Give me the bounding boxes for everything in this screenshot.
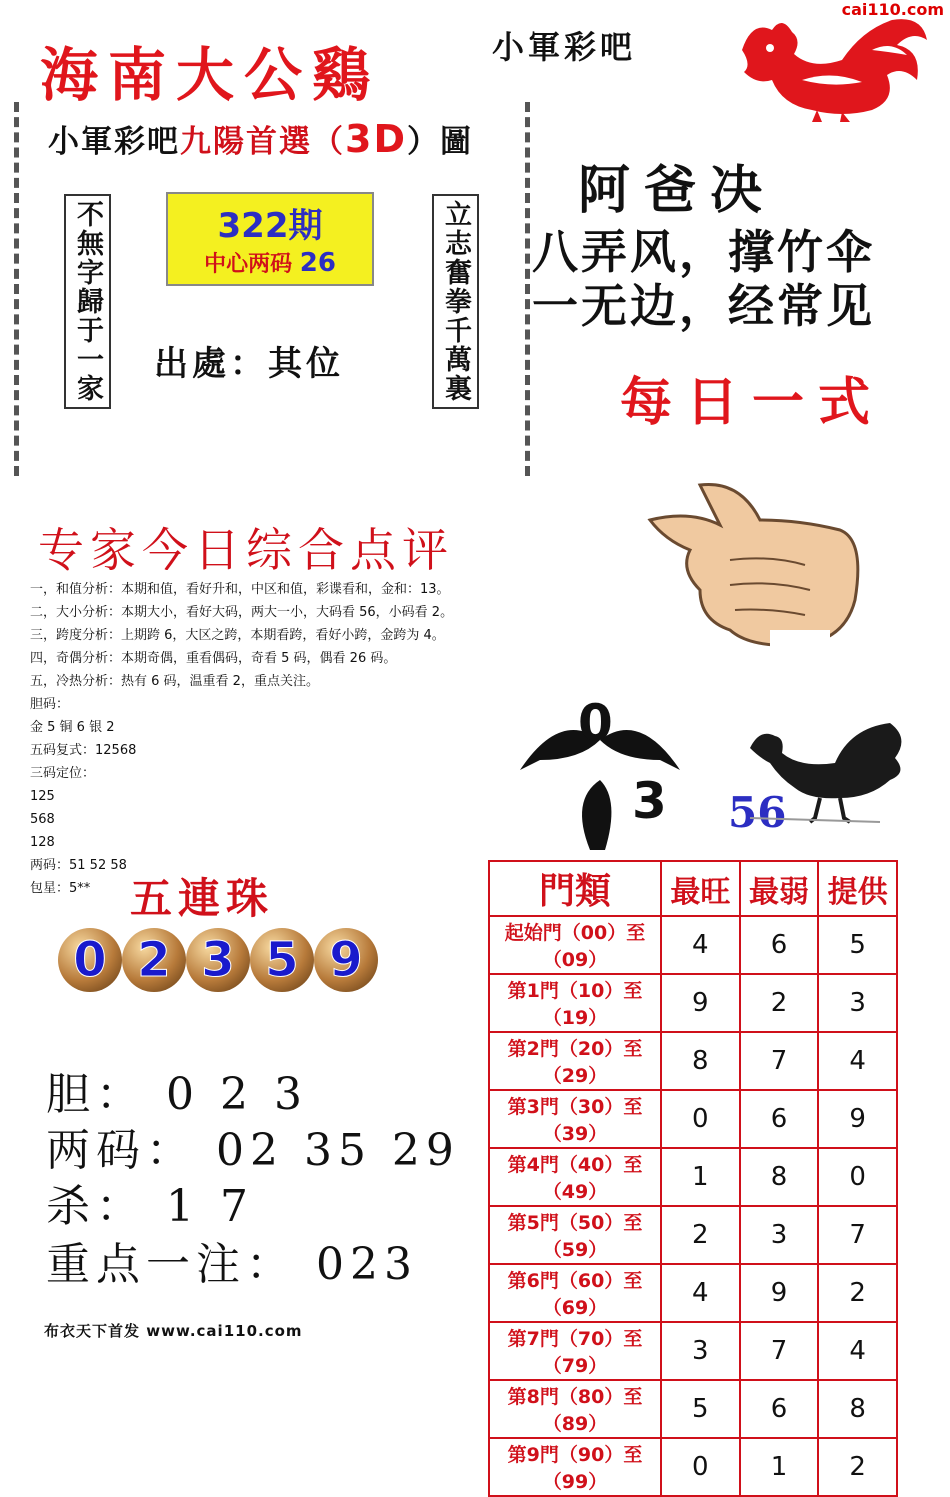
- door-label: 第1門（10）至（19）: [489, 974, 661, 1032]
- hot-cell: 0: [661, 1090, 740, 1148]
- col-header-cold: 最弱: [740, 861, 819, 916]
- page-title: 海南大公鷄: [40, 41, 381, 109]
- table-row: [489, 1380, 897, 1438]
- hot-cell: 0: [661, 1438, 740, 1496]
- hot-cell: 8: [661, 1032, 740, 1090]
- cold-cell: 3: [740, 1206, 819, 1264]
- pick-key-bet: 重点一注： 023: [46, 1239, 418, 1290]
- analysis-line: 五码复式：12568: [30, 743, 137, 758]
- table-row: [489, 1032, 897, 1090]
- door-label: 第3門（30）至（39）: [489, 1090, 661, 1148]
- door-label: 第5門（50）至（59）: [489, 1206, 661, 1264]
- site-logo: cai110.com: [824, 0, 950, 22]
- analysis-line: 五，冷热分析：热有 6 码，温重看 2，重点关注。: [30, 674, 319, 689]
- cold-cell: 6: [740, 1380, 819, 1438]
- door-label: 起始門（00）至（09）: [489, 916, 661, 974]
- table-row: [489, 1090, 897, 1148]
- table-row: [489, 1322, 897, 1380]
- cold-cell: 1: [740, 1438, 819, 1496]
- bead: 2: [122, 928, 186, 992]
- analysis-line: 一，和值分析：本期和值，看好升和，中区和值，彩谍看和，金和：13。: [30, 582, 450, 597]
- footer-text: 布衣天下首发 www.cai110.com: [44, 1322, 303, 1340]
- five-beads: [58, 924, 388, 996]
- cold-cell: 9: [740, 1264, 819, 1322]
- table-row: [489, 1206, 897, 1264]
- issue-box: [166, 192, 374, 286]
- door-label: 第8門（80）至（89）: [489, 1380, 661, 1438]
- panel-heading-brand: 小軍彩吧: [48, 124, 180, 160]
- daily-heading: 每日一式: [620, 372, 885, 433]
- page-subtitle: 小軍彩吧: [492, 28, 637, 66]
- door-table: [488, 860, 898, 1497]
- poem-line-2: 一无边，经常见: [532, 279, 875, 333]
- expert-title: 专家今日综合点评: [38, 523, 454, 577]
- panel-heading-title: 九陽首選（: [180, 124, 345, 160]
- left-vertical-verse: 不無字歸于一家: [64, 194, 111, 409]
- table-row: [489, 974, 897, 1032]
- analysis-line: 568: [30, 812, 55, 827]
- hot-cell: 1: [661, 1148, 740, 1206]
- bead: 0: [58, 928, 122, 992]
- panel-heading: [48, 116, 473, 161]
- symbol-pair: 56: [728, 788, 787, 837]
- analysis-line: 四，奇偶分析：本期奇偶，重看偶码，奇看 5 码，偶看 26 码。: [30, 651, 397, 666]
- provide-cell: 4: [818, 1322, 897, 1380]
- hot-cell: 2: [661, 1206, 740, 1264]
- bead: 3: [186, 928, 250, 992]
- analysis-line: 125: [30, 789, 55, 804]
- provide-cell: 7: [818, 1206, 897, 1264]
- issue-number: 322期: [217, 206, 323, 246]
- hot-cell: 5: [661, 1380, 740, 1438]
- analysis-line: 金 5 铜 6 银 2: [30, 720, 115, 735]
- source-line: 出處：其位: [154, 344, 344, 384]
- col-header-door: 門類: [489, 861, 661, 916]
- door-label: 第2門（20）至（29）: [489, 1032, 661, 1090]
- cold-cell: 6: [740, 1090, 819, 1148]
- hot-cell: 4: [661, 1264, 740, 1322]
- symbol-top-digit: 0: [578, 694, 613, 752]
- panel-heading-suffix: ）圖: [406, 124, 473, 160]
- col-header-hot: 最旺: [661, 861, 740, 916]
- analysis-line: 三，跨度分析：上期跨 6，大区之跨，本期看跨，看好小跨，金跨为 4。: [30, 628, 445, 643]
- analysis-line: 三码定位：: [30, 766, 96, 781]
- analysis-text: [30, 578, 453, 900]
- hand-gesture-icon: [630, 480, 870, 650]
- center-value: 26: [299, 248, 336, 278]
- cold-cell: 8: [740, 1148, 819, 1206]
- right-vertical-verse: 立志奮拳千萬裏: [432, 194, 479, 409]
- hot-cell: 4: [661, 916, 740, 974]
- table-row: [489, 1148, 897, 1206]
- provide-cell: 3: [818, 974, 897, 1032]
- col-header-provide: 提供: [818, 861, 897, 916]
- analysis-line: 包星：5**: [30, 881, 91, 896]
- hot-cell: 3: [661, 1322, 740, 1380]
- provide-cell: 2: [818, 1264, 897, 1322]
- table-row: [489, 1264, 897, 1322]
- rooster-silhouette-icon: [740, 718, 910, 828]
- door-label: 第7門（70）至（79）: [489, 1322, 661, 1380]
- provide-cell: 5: [818, 916, 897, 974]
- five-beads-title: 五連珠: [130, 874, 275, 923]
- cold-cell: 7: [740, 1322, 819, 1380]
- bead: 9: [314, 928, 378, 992]
- cold-cell: 2: [740, 974, 819, 1032]
- door-table-header: [489, 861, 897, 916]
- door-label: 第9門（90）至（99）: [489, 1438, 661, 1496]
- analysis-line: 128: [30, 835, 55, 850]
- pick-dan: 胆： 0 2 3: [46, 1069, 308, 1120]
- analysis-line: 两码：51 52 58: [30, 858, 127, 873]
- provide-cell: 2: [818, 1438, 897, 1496]
- pick-kill: 杀： 1 7: [46, 1181, 254, 1232]
- symbol-bottom-digit: 3: [632, 772, 667, 830]
- door-label: 第6門（60）至（69）: [489, 1264, 661, 1322]
- door-label: 第4門（40）至（49）: [489, 1148, 661, 1206]
- analysis-line: 二，大小分析：本期大小，看好大码，两大一小，大码看 56，小码看 2。: [30, 605, 454, 620]
- panel-heading-3d: 3D: [345, 117, 407, 161]
- bead: 5: [250, 928, 314, 992]
- table-row: [489, 916, 897, 974]
- cold-cell: 7: [740, 1032, 819, 1090]
- cold-cell: 6: [740, 916, 819, 974]
- table-row: [489, 1438, 897, 1496]
- provide-cell: 0: [818, 1148, 897, 1206]
- poem-title: 阿爸决: [578, 160, 777, 221]
- center-label: 中心两码: [204, 252, 293, 277]
- rooster-papercut-icon: [722, 10, 934, 122]
- hot-cell: 9: [661, 974, 740, 1032]
- analysis-line: 胆码：: [30, 697, 70, 712]
- center-two-codes: [168, 247, 372, 278]
- pick-two-codes: 两码： 02 35 29: [46, 1125, 460, 1176]
- provide-cell: 9: [818, 1090, 897, 1148]
- provide-cell: 8: [818, 1380, 897, 1438]
- provide-cell: 4: [818, 1032, 897, 1090]
- poem-line-1: 八弄风，撑竹伞: [532, 225, 875, 279]
